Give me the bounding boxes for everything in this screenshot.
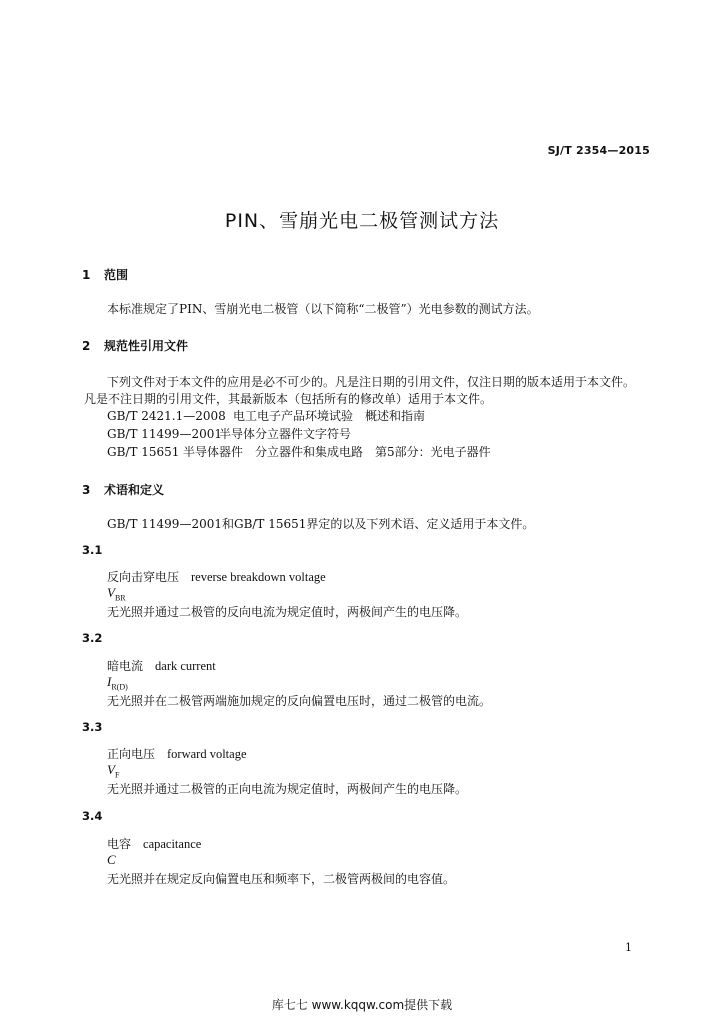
term-definition: 无光照并通过二极管的正向电流为规定值时，两极间产生的电压降。 [107, 782, 468, 796]
term-symbol: $V_F$ [107, 762, 120, 780]
section-3-heading [82, 481, 164, 498]
reference-item [107, 425, 351, 442]
section-number: 1 [82, 268, 91, 282]
reference-title: 电工电子产品环境试验 概述和指南 [233, 409, 426, 423]
section-3-text: GB/T 11499—2001和GB/T 15651界定的以及下列术语、定义适用于本文件。 [107, 517, 535, 531]
term-chinese: 正向电压 [107, 747, 156, 761]
reference-code: GB/T 2421.1—2008 [107, 409, 226, 423]
term-symbol: $V_{BR}$ [107, 585, 126, 603]
term-english: reverse breakdown voltage [191, 570, 326, 584]
section-2-text-line2: 凡是不注日期的引用文件，其最新版本（包括所有的修改单）适用于本文件。 [84, 392, 493, 406]
term-symbol: C [107, 852, 116, 867]
download-footer: 库七七 www.kqqw.com提供下载 [271, 998, 453, 1012]
term-name [107, 568, 326, 586]
reference-item [107, 407, 425, 424]
reference-item [107, 443, 491, 460]
term-symbol: $I_{R(D)}$ [107, 674, 128, 692]
reference-title: 半导体分立器件文字符号 [219, 427, 352, 441]
section-1-heading [82, 266, 128, 283]
term-chinese: 反向击穿电压 [107, 570, 180, 584]
page-number: 1 [625, 941, 632, 954]
term-definition: 无光照并在规定反向偏置电压和频率下，二极管两极间的电容值。 [107, 872, 456, 886]
term-english: forward voltage [167, 747, 247, 761]
section-1-text: 本标准规定了PIN、雪崩光电二极管（以下简称“二极管”）光电参数的测试方法。 [107, 302, 539, 316]
reference-code: GB/T 15651 [107, 445, 180, 459]
document-title: PIN、雪崩光电二极管测试方法 [224, 210, 500, 232]
section-number: 3 [82, 483, 91, 497]
term-number: 3.2 [82, 631, 103, 645]
standard-code-header: SJ/T 2354—2015 [547, 144, 650, 157]
term-definition: 无光照并在二极管两端施加规定的反向偏置电压时，通过二极管的电流。 [107, 694, 492, 708]
term-name [107, 657, 216, 675]
section-title: 规范性引用文件 [104, 339, 189, 353]
term-name [107, 745, 247, 763]
section-2-text-line1: 下列文件对于本文件的应用是必不可少的。凡是注日期的引用文件，仅注日期的版本适用于本文件。 [107, 375, 636, 389]
term-chinese: 暗电流 [107, 659, 144, 673]
section-title: 范围 [104, 268, 129, 282]
term-name [107, 835, 201, 853]
reference-code: GB/T 11499—2001 [107, 427, 222, 441]
term-number: 3.3 [82, 720, 103, 734]
term-chinese: 电容 [107, 837, 132, 851]
term-english: capacitance [143, 837, 202, 851]
section-number: 2 [82, 339, 91, 353]
reference-title: 半导体器件 分立器件和集成电路 第5部分：光电子器件 [183, 445, 491, 459]
section-2-heading [82, 337, 188, 354]
term-number: 3.4 [82, 809, 103, 823]
section-title: 术语和定义 [104, 483, 165, 497]
term-definition: 无光照并通过二极管的反向电流为规定值时，两极间产生的电压降。 [107, 605, 468, 619]
term-number: 3.1 [82, 543, 103, 557]
term-english: dark current [155, 659, 216, 673]
